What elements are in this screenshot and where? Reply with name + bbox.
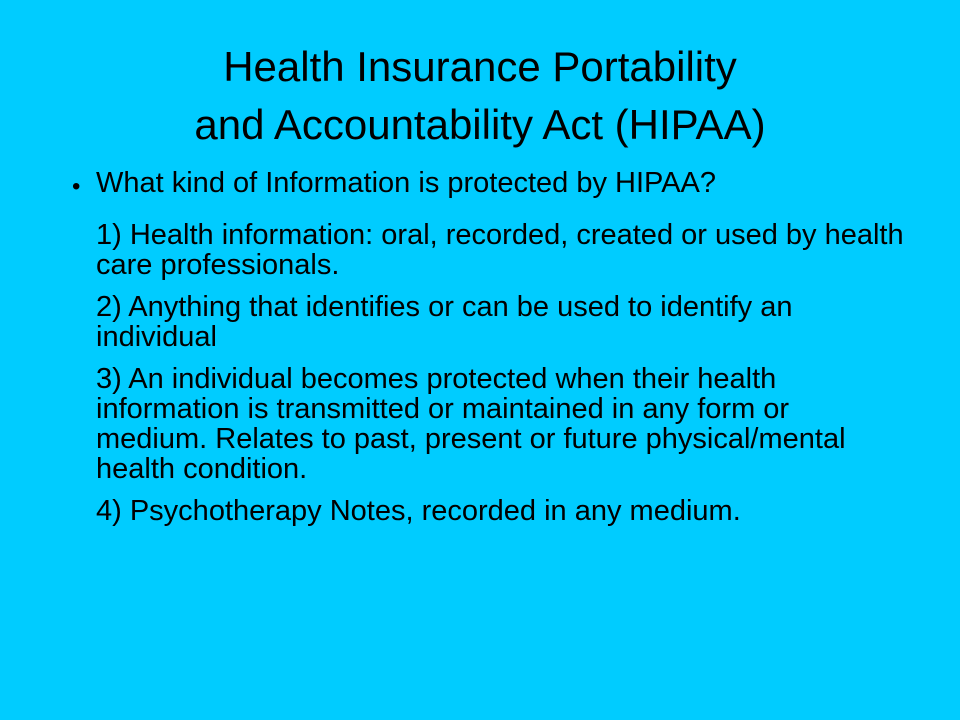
slide-title-line-2: and Accountability Act (HIPAA) <box>194 101 766 148</box>
slide-title <box>60 38 900 154</box>
slide-body <box>72 168 912 538</box>
bullet-text: What kind of Information is protected by HIPAA? <box>96 167 717 199</box>
list-item: 4) Psychotherapy Notes, recorded in any medium. <box>96 495 741 527</box>
slide-title-line-1: Health Insurance Portability <box>223 43 737 90</box>
list-item: 3) An individual becomes protected when their health information is transmitted or maintained in any form or medium. Relates to past, present or future physical/mental health condition. <box>96 363 846 485</box>
bullet-point <box>72 168 912 206</box>
bullet-dot-icon: • <box>72 173 81 200</box>
list-item: 1) Health information: oral, recorded, created or used by health care professionals. <box>96 219 904 281</box>
list-item: 2) Anything that identifies or can be used to identify an individual <box>96 291 793 353</box>
